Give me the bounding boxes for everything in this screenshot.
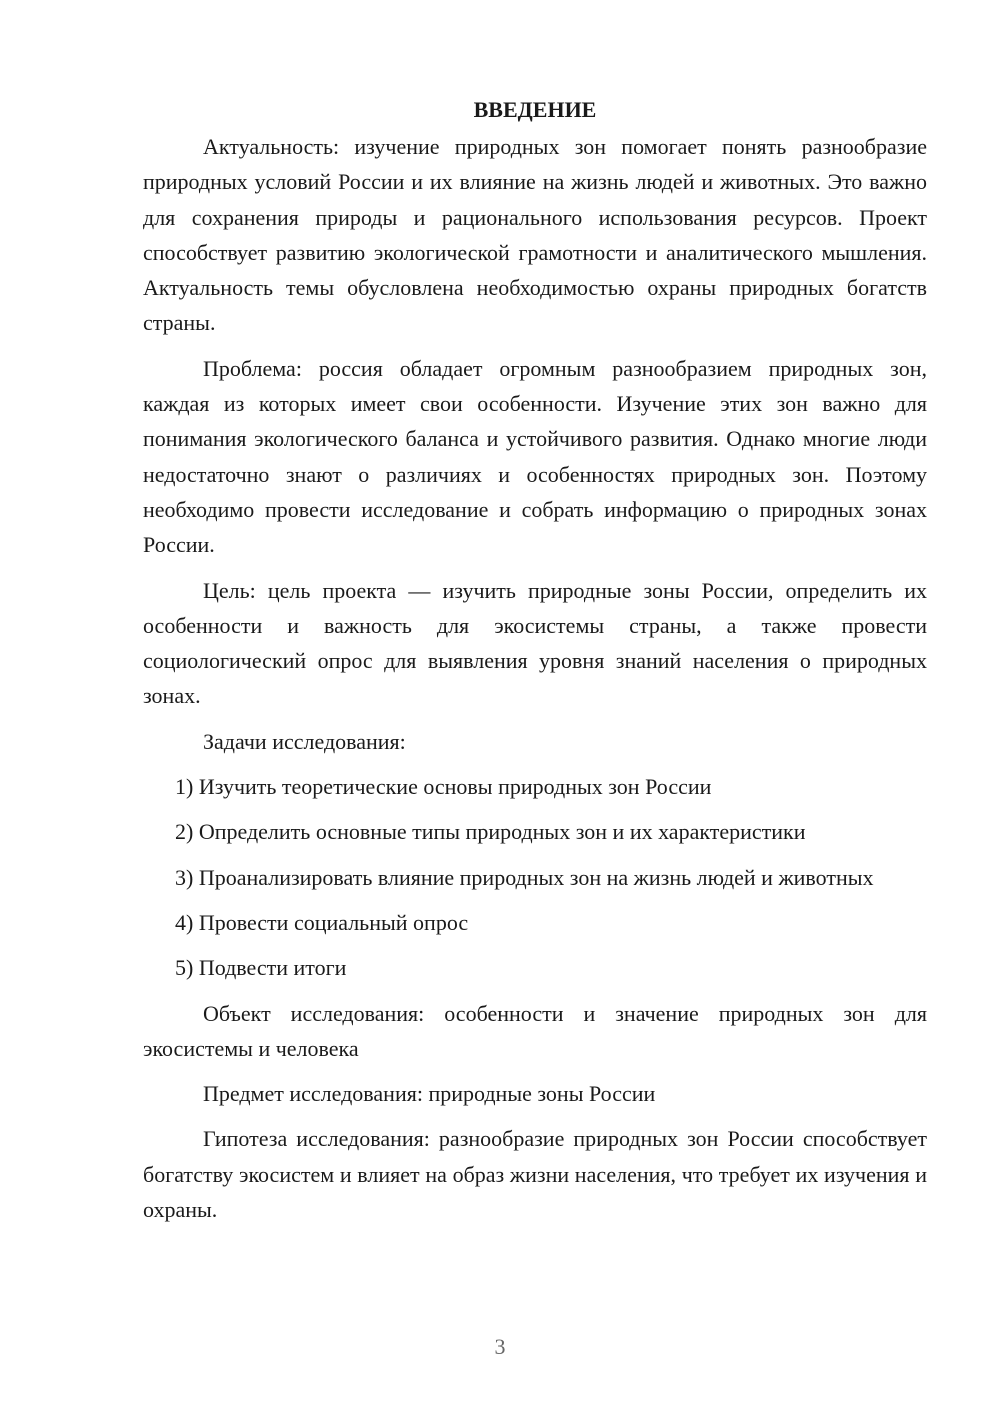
- relevance-paragraph: Актуальность: изучение природных зон помогает понять разнообразие природных условий России и их влияние на жизнь людей и животных. Это важно для сохранения природы и рационального использования ресурсов. Проект способствует развитию экологической грамотности и аналитического мышления. Актуальность темы обусловлена необходимостью охраны природных богатств страны.: [143, 134, 927, 336]
- hypothesis-paragraph: Гипотеза исследования: разнообразие природных зон России способствует богатству экосистем и влияет на образ жизни населения, что требует их изучения и охраны.: [143, 1126, 927, 1223]
- task-item: 5) Подвести итоги: [175, 955, 347, 981]
- object-paragraph: Объект исследования: особенности и значение природных зон для экосистемы и человека: [143, 1000, 927, 1061]
- page-number: 3: [494, 1334, 506, 1359]
- section-heading: ВВЕДЕНИЕ: [473, 97, 597, 122]
- document-page: [143, 92, 927, 1237]
- tasks-intro: Задачи исследования:: [203, 728, 406, 754]
- goal-paragraph: Цель: цель проекта — изучить природные зоны России, определить их особенности и важность для экосистемы страны, а также провести социологический опрос для выявления уровня знаний населения о природных зонах.: [143, 577, 927, 709]
- task-item: 1) Изучить теоретические основы природных зон России: [175, 774, 712, 800]
- task-item: 3) Проанализировать влияние природных зон на жизнь людей и животных: [175, 864, 874, 890]
- subject-paragraph: Предмет исследования: природные зоны России: [203, 1081, 656, 1107]
- task-item: 4) Провести социальный опрос: [175, 909, 469, 935]
- problem-paragraph: Проблема: россия обладает огромным разнообразием природных зон, каждая из которых имеет свои особенности. Изучение этих зон важно для понимания экологического баланса и устойчивого развития. Однако многие люди недостаточно знают о различиях и особенностях природных зон. Поэтому необходимо провести исследование и собрать информацию о природных зонах России.: [143, 355, 927, 558]
- task-item: 2) Определить основные типы природных зон и их характеристики: [175, 819, 806, 845]
